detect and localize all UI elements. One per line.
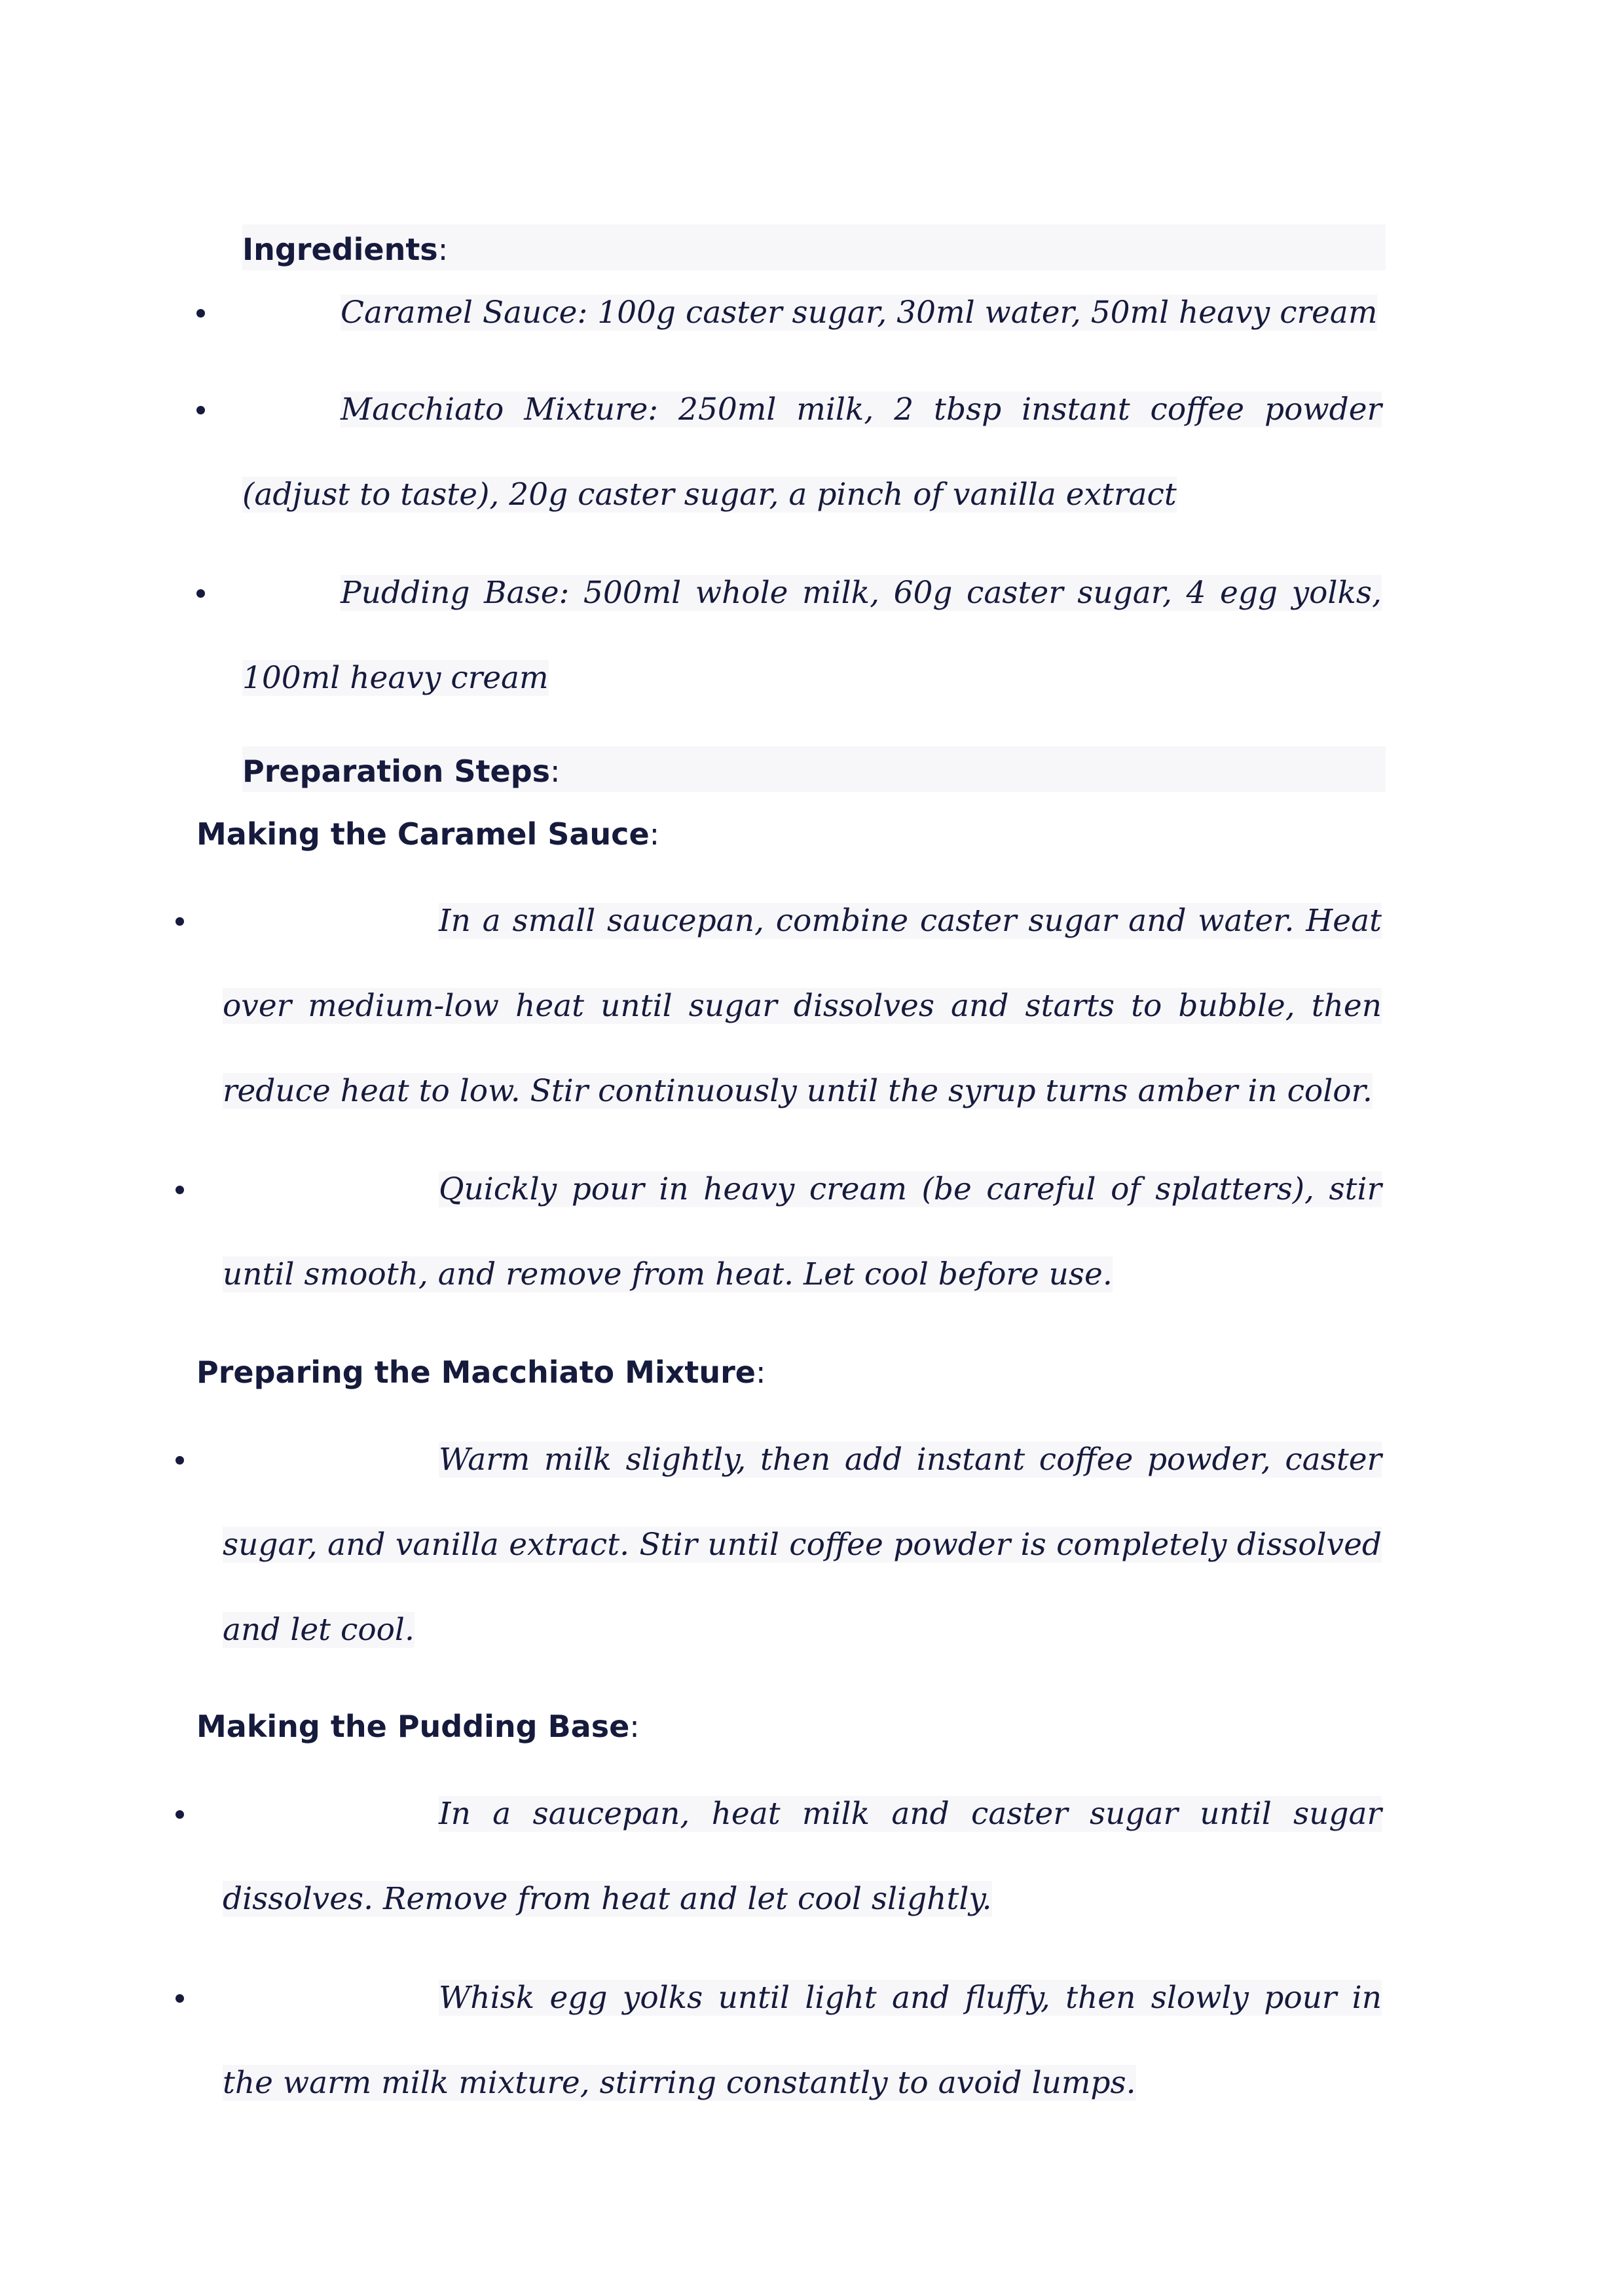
heading-colon: : (649, 816, 660, 852)
step-item-text: Warm milk slightly, then add instant coffee powder, caster sugar, and vanilla extract. Stir until coffee powder is completely dissolved and let cool. (223, 1442, 1382, 1648)
ingredient-item-text: Macchiato Mixture: 250ml milk, 2 tbsp instant coffee powder (adjust to taste), 20g caster sugar, a pinch of vanilla extract (242, 392, 1382, 513)
list-bullet (175, 1810, 184, 1819)
heading-colon: : (629, 1709, 640, 1744)
step-item-text: Whisk egg yolks until light and fluffy, then slowly pour in the warm milk mixture, stirring constantly to avoid lumps. (223, 1980, 1382, 2101)
list-bullet (196, 309, 205, 318)
section-heading (196, 1353, 766, 1398)
list-bullet (175, 1994, 184, 2003)
step-item-text: Quickly pour in heavy cream (be careful of splatters), stir until smooth, and remove from heat. Let cool before use. (223, 1171, 1382, 1292)
section-heading-text: Making the Caramel Sauce (196, 816, 650, 852)
section-heading-text: Preparing the Macchiato Mixture (196, 1355, 756, 1390)
step-item (223, 1147, 1382, 1317)
step-item (223, 1772, 1382, 1942)
ingredient-item (242, 367, 1382, 538)
preparation-heading (242, 746, 1386, 792)
ingredients-heading-text: Ingredients (242, 232, 438, 267)
list-bullet (175, 1186, 184, 1194)
section-heading (196, 1707, 640, 1753)
section-heading (196, 814, 659, 860)
step-item (223, 1956, 1382, 2126)
heading-colon: : (437, 232, 449, 267)
ingredient-item-text: Pudding Base: 500ml whole milk, 60g caster sugar, 4 egg yolks, 100ml heavy cream (242, 575, 1382, 696)
list-bullet (175, 917, 184, 926)
list-bullet (196, 589, 205, 598)
preparation-heading-text: Preparation Steps (242, 754, 551, 789)
step-item-text: In a saucepan, heat milk and caster sugar until sugar dissolves. Remove from heat and let cool slightly. (223, 1796, 1382, 1917)
ingredients-heading (242, 225, 1386, 270)
step-item (223, 879, 1382, 1134)
list-bullet (175, 1456, 184, 1465)
heading-colon: : (550, 754, 561, 789)
section-heading-text: Making the Pudding Base (196, 1709, 630, 1744)
heading-colon: : (756, 1355, 766, 1390)
ingredient-item (242, 551, 1382, 721)
step-item (223, 1417, 1382, 1673)
step-item-text: In a small saucepan, combine caster sugar and water. Heat over medium-low heat until sugar dissolves and starts to bubble, then reduce heat to low. Stir continuously until the syrup turns amber in color. (223, 903, 1382, 1109)
ingredient-item-text: Caramel Sauce: 100g caster sugar, 30ml water, 50ml heavy cream (341, 295, 1378, 331)
list-bullet (196, 406, 205, 414)
ingredient-item (242, 270, 1382, 355)
